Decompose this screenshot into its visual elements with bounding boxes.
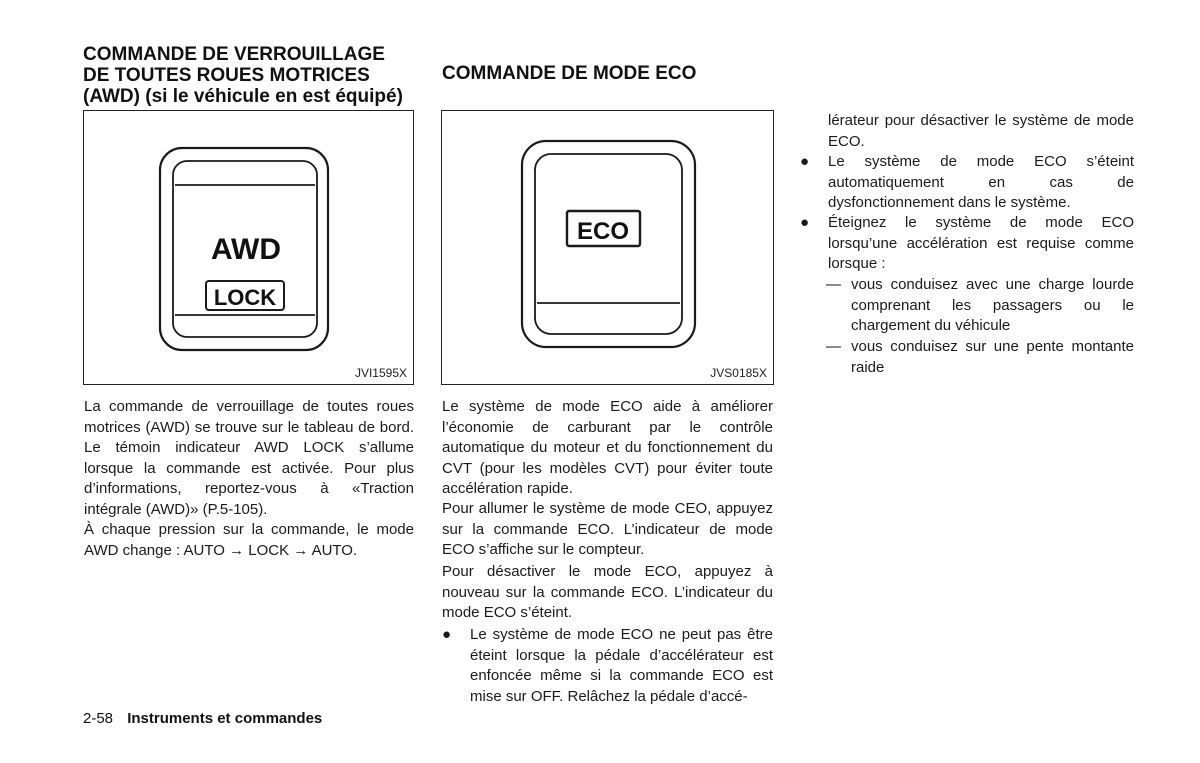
eco-description: Le système de mode ECO aide à améliorer l’économie de carburant par le contrôle automatique du moteur et du fonctionnement du CVT (pour les modèles CVT) pour éviter toute accélération rapide. <box>442 398 773 497</box>
continuation-text: lérateur pour désactiver le système de mode ECO. <box>828 112 1134 150</box>
bullet-text: Le système de mode ECO s’éteint automatiquement en cas de dysfonctionnement dans le système. <box>828 153 1134 211</box>
awd-switch-figure <box>83 110 414 385</box>
dash-marker: — <box>826 276 841 293</box>
eco-activate-text: Pour allumer le système de mode CEO, appuyez sur la commande ECO. L’indicateur de mode ECO s’affiche sur le compteur. <box>442 500 773 558</box>
section-heading-awd <box>83 44 403 107</box>
awd-mode-sequence: À chaque pression sur la commande, le mode AWD change : AUTO → LOCK → AUTO. <box>84 521 414 559</box>
eco-switch-figure <box>441 110 774 385</box>
eco-label: ECO <box>576 218 630 245</box>
page-footer <box>83 710 322 727</box>
heading-line: DE TOUTES ROUES MOTRICES <box>83 65 370 86</box>
list-item <box>800 152 1134 214</box>
list-item <box>826 275 1134 337</box>
bullet-marker: ● <box>800 214 810 231</box>
eco-switch-illustration <box>442 111 775 386</box>
list-item <box>800 213 1134 275</box>
chapter-title: Instruments et commandes <box>127 710 323 727</box>
dash-marker: — <box>826 338 841 355</box>
page-number: 2-58 <box>83 710 114 727</box>
figure-code: JVI1595X <box>354 366 407 380</box>
figure-code: JVS0185X <box>710 366 767 380</box>
sub-item-text: vous conduisez sur une pente montante raide <box>851 338 1134 376</box>
eco-deactivate-text: Pour désactiver le mode ECO, appuyez à nouveau sur la commande ECO. L’indicateur du mode ECO s’éteint. <box>442 563 773 621</box>
section-heading-eco: COMMANDE DE MODE ECO <box>442 63 697 84</box>
bullet-text: Éteignez le système de mode ECO lorsqu’une accélération est requise comme lorsque : <box>828 214 1134 272</box>
bullet-marker: ● <box>442 626 452 643</box>
heading-line: (AWD) (si le véhicule en est équipé) <box>83 86 403 107</box>
awd-label: AWD <box>211 233 281 266</box>
list-item <box>442 625 773 707</box>
awd-switch-illustration <box>84 111 415 386</box>
sub-item-text: vous conduisez avec une charge lourde comprenant les passagers ou le chargement du véhicule <box>851 276 1134 334</box>
heading-line: COMMANDE DE VERROUILLAGE <box>83 44 385 65</box>
awd-description: La commande de verrouillage de toutes roues motrices (AWD) se trouve sur le tableau de bord. Le témoin indicateur AWD LOCK s’allume lorsque la commande est activée. Pour plus d’informations, reportez-vous à «Traction intégrale (AWD)» (P.5-105). <box>84 398 414 518</box>
lock-label: LOCK <box>213 285 277 310</box>
bullet-marker: ● <box>800 153 810 170</box>
bullet-text: Le système de mode ECO ne peut pas être éteint lorsque la pédale d’accélérateur est enfoncée même si la commande ECO est mise sur OFF. Relâchez la pédale d’accé- <box>470 626 773 705</box>
list-item <box>826 337 1134 378</box>
